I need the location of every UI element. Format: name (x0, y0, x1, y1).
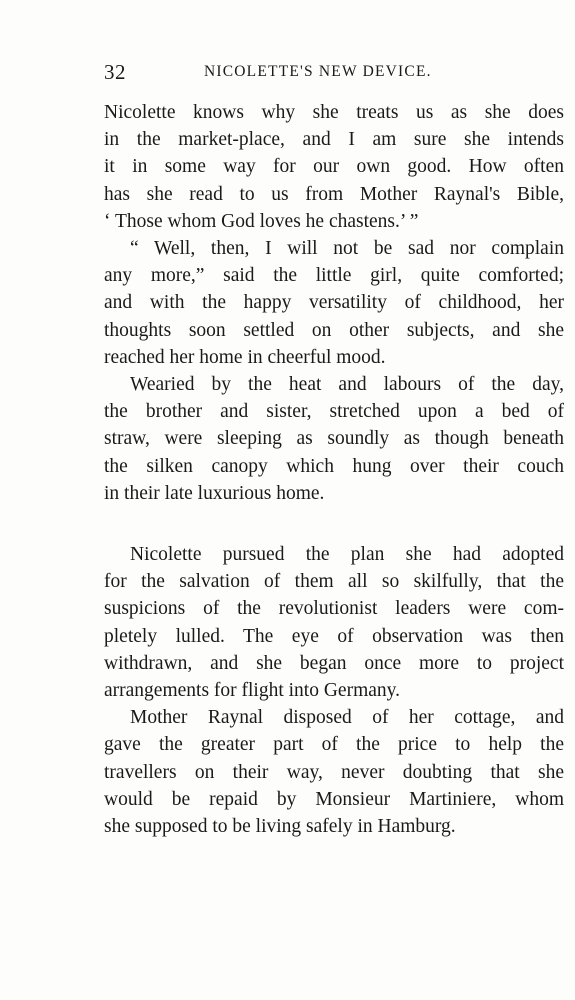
text-line: thoughts soon settled on other subjects, and she (104, 319, 564, 341)
paragraph (104, 704, 564, 840)
running-title: NICOLETTE'S NEW DEVICE. (204, 63, 432, 80)
text-line: travellers on their way, never doubting that she (104, 761, 564, 783)
text-line: arrangements for flight into Germany. (104, 680, 401, 702)
text-line: pletely lulled. The eye of observation was then (104, 625, 564, 647)
text-line: the brother and sister, stretched upon a bed of (104, 401, 564, 423)
text-line: in their late luxurious home. (104, 482, 325, 504)
body-text (104, 99, 564, 840)
paragraph (104, 235, 564, 371)
page-number: 32 (104, 60, 126, 84)
text-line: suspicions of the revolutionist leaders were com- (104, 598, 564, 620)
text-line: Nicolette pursued the plan she had adopted (130, 544, 564, 566)
text-line: ‘ Those whom God loves he chastens.’ ” (104, 210, 419, 232)
page-header (104, 60, 564, 86)
text-line: the silken canopy which hung over their couch (104, 455, 564, 477)
paragraph (104, 371, 564, 507)
text-line: she supposed to be living safely in Hamburg. (104, 816, 456, 838)
text-line: any more,” said the little girl, quite comforted; (104, 265, 564, 287)
text-line: would be repaid by Monsieur Martiniere, whom (104, 788, 564, 810)
text-line: in the market-place, and I am sure she intends (104, 129, 564, 151)
paragraph (104, 541, 564, 704)
text-line: straw, were sleeping as soundly as though beneath (104, 428, 564, 450)
text-line: and with the happy versatility of childhood, her (104, 292, 564, 314)
text-line: withdrawn, and she began once more to project (104, 652, 564, 674)
text-line: Nicolette knows why she treats us as she does (104, 102, 564, 123)
text-line: for the salvation of them all so skilfully, that the (104, 571, 564, 593)
text-line: gave the greater part of the price to help the (104, 734, 564, 756)
text-line: Wearied by the heat and labours of the day, (130, 374, 564, 396)
text-line: has she read to us from Mother Raynal's Bible, (104, 183, 564, 205)
text-line: Mother Raynal disposed of her cottage, and (130, 707, 564, 729)
text-line: “ Well, then, I will not be sad nor complain (130, 238, 564, 260)
text-line: reached her home in cheerful mood. (104, 346, 386, 368)
section-break (104, 507, 564, 541)
paragraph (104, 99, 564, 235)
text-line: it in some way for our own good. How often (104, 156, 564, 178)
